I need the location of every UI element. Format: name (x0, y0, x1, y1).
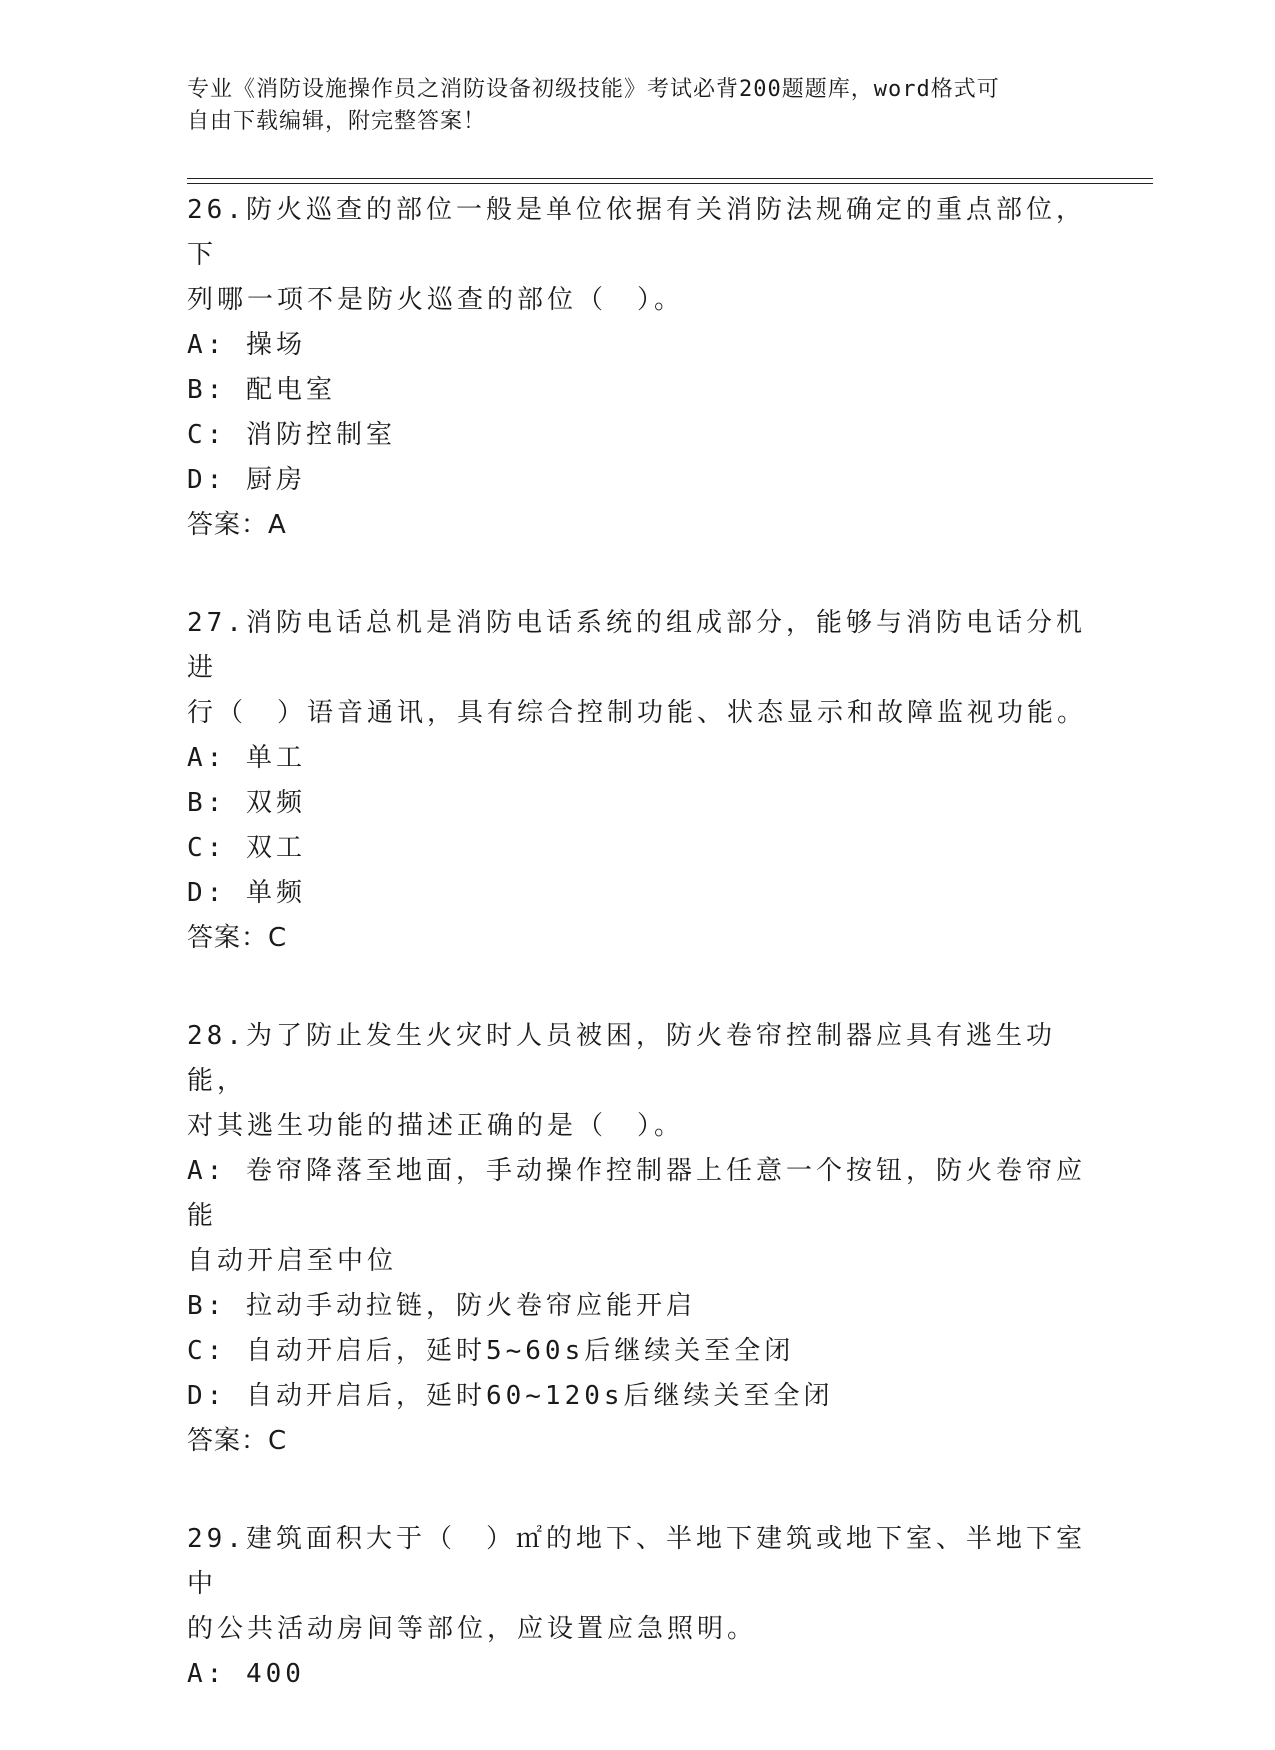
option-b: B: 配电室 (187, 375, 336, 405)
answer-line: 答案：C (187, 1426, 288, 1456)
answer-line: 答案：C (187, 923, 288, 953)
document-header (187, 74, 1067, 138)
header-line-1: 专业《消防设施操作员之消防设备初级技能》考试必背200题题库，word格式可 (187, 77, 1000, 102)
option-a-cont: 自动开启至中位 (187, 1246, 398, 1276)
question-text: 26.防火巡查的部位一般是单位依据有关消防法规确定的重点部位，下 (187, 195, 1086, 270)
question-text: 27.消防电话总机是消防电话系统的组成部分，能够与消防电话分机进 (187, 608, 1086, 683)
option-a: A: 操场 (187, 330, 306, 360)
questions-list (187, 188, 1087, 1750)
question-28 (187, 1014, 1087, 1464)
question-text: 29.建筑面积大于（ ）㎡的地下、半地下建筑或地下室、半地下室中 (187, 1524, 1086, 1599)
option-c: C: 自动开启后，延时5~60s后继续关至全闭 (187, 1336, 795, 1366)
option-c: C: 双工 (187, 833, 306, 863)
question-text-cont: 列哪一项不是防火巡查的部位（ ）。 (187, 285, 685, 315)
option-b: B: 拉动手动拉链，防火卷帘应能开启 (187, 1291, 696, 1321)
option-a: A: 400 (187, 1659, 305, 1689)
option-d: D: 厨房 (187, 465, 306, 495)
question-text-cont: 行（ ）语音通讯，具有综合控制功能、状态显示和故障监视功能。 (187, 698, 1088, 728)
answer-line: 答案：A (187, 510, 287, 540)
option-a: A: 单工 (187, 743, 306, 773)
option-d: D: 自动开启后，延时60~120s后继续关至全闭 (187, 1381, 834, 1411)
option-b: B: 双频 (187, 788, 306, 818)
question-text-cont: 对其逃生功能的描述正确的是（ ）。 (187, 1111, 685, 1141)
question-29 (187, 1517, 1087, 1697)
question-text-cont: 的公共活动房间等部位，应设置应急照明。 (187, 1614, 758, 1644)
header-line-2: 自由下载编辑，附完整答案！ (187, 109, 487, 134)
question-text: 28.为了防止发生火灾时人员被困，防火卷帘控制器应具有逃生功能， (187, 1021, 1056, 1096)
option-a: A: 卷帘降落至地面，手动操作控制器上任意一个按钮，防火卷帘应能 (187, 1156, 1086, 1231)
option-c: C: 消防控制室 (187, 420, 396, 450)
option-d: D: 单频 (187, 878, 306, 908)
question-27 (187, 601, 1087, 961)
header-divider-bottom (187, 183, 1153, 184)
question-26 (187, 188, 1087, 548)
header-divider-top (187, 178, 1153, 179)
